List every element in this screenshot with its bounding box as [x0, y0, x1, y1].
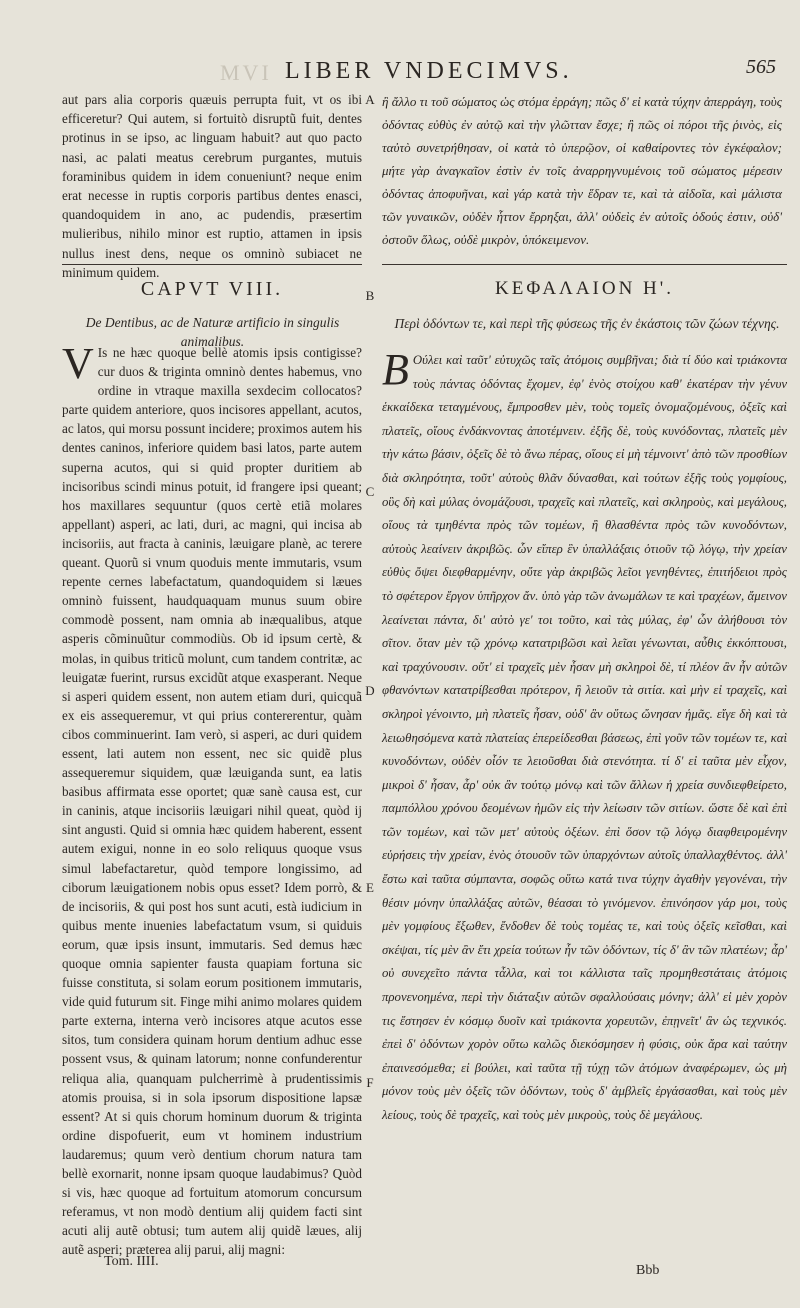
latin-dropcap: V	[62, 339, 94, 388]
latin-chapter-subtitle: De Dentibus, ac de Naturæ artificio in singulis animalibus.	[85, 315, 340, 349]
latin-body	[62, 339, 362, 1283]
right-divider-rule	[382, 264, 787, 265]
show-through-text: MVI	[220, 60, 272, 85]
left-divider-rule	[62, 264, 362, 265]
volume-footer: Tom. IIII.	[104, 1254, 159, 1269]
margin-letter-c: C	[365, 484, 375, 499]
greek-chapter-subtitle: Περὶ ὀδόντων τε, καὶ περὶ τῆς φύσεως τῆς ἐν ἑκάστοις τῶν ζώων τέχνης.	[394, 316, 780, 331]
greek-intro-paragraph: ἢ ἄλλο τι τοῦ σώματος ὡς στόμα ἐρράγη; πῶς δ' εἰ κατὰ τύχην ἀπερράγη, τοὺς ὀδόντας εὐθὺς ἐν αὐτῷ καὶ τὴν γλῶτταν ἔσχε; ἢ πῶς οἱ πόροι τῆς ῥινὸς, εἰς ταὐτὸ συνετρήθησαν, οἱ κατὰ τὸ ὑπερῷον, οἱ καθαίροντες τὸν ἐγκέφαλον; μήτε γὰρ ἀναγκαῖον ἐστὶν ἐν τοῖς ἀναρρηγνυμένοις τοῦ σώματος μέρεσιν ὀδόντας ἀποφυῆναι, καὶ γάρ κατὰ τὴν ἕδραν τε, καὶ τὰ αἰδοῖα, καὶ μάλιστα τῶν γυναικῶν, οὐδὲν ἧττον ἔρρηξαι, ἀλλ' οὐδεὶς ἐν αὐτοῖς ὀδούς ἐστιν, οὐδ' ὀστοῦν ὅλως, οὐδὲ μικρὸν, ὑπόκειμενον.	[382, 94, 782, 247]
greek-column-intro	[382, 90, 782, 258]
greek-body	[382, 345, 787, 1269]
greek-dropcap: Β	[382, 345, 409, 394]
latin-intro-paragraph: aut pars alia corporis quæuis perrupta fuit, vt os ibi efficeretur? Qui autem, si fortuitò disruptũ fuit, dentes protinus in se ipso, ac linguam habuit? aut quo pacto nasi, ac palati meatus cerebrum purgantes, mutuis foraminibus quidem in idem conueniunt? neque enim erat necesse in ruptis corporis partibus dentes enasci, quandoquidem in ano, ac pudendis, præsertim mulieribus, nihilo minor est ruptio, attamen in ipsis nullus inest dens, neque os omninò subiacet ne minimum quidem.	[62, 92, 362, 280]
running-title: LIBER VNDECIMVS.	[285, 58, 573, 84]
latin-column-intro	[62, 90, 362, 280]
page-number: 565	[746, 56, 776, 78]
margin-letter-e: E	[366, 880, 374, 895]
margin-letter-d: D	[365, 683, 375, 698]
latin-chapter-title: CAPVT VIII.	[140, 278, 284, 300]
running-header	[220, 56, 780, 86]
margin-letter-a: A	[365, 92, 375, 107]
latin-body-text: Is ne hæc quoque bellè atomis ipsis contigisse? cur duos & triginta omninò dentes habemus, vno ordine in vtraque maxilla sexdecim collocatos? parte quidem anteriore, quos incisores appellant, acutos, ac latos, qui morsu possunt incidere; proximos autem his dentes caninos, inferiore quidem basi latos, parte autem superna acutos, qui si quid propter duritiem ab incisoribus scindi minus potuit, id frangere ipsi queant; hos maxillares sequuntur (quos certè etiã molares appellant) asperi, ac lati, duri, ac magni, qui incisa ab incisoriis, aut fracta à caninis, læuigare planè, ac terere queant. Quorũ si vnum quoduis mente immutaris, vsum repente cernes labefactatum, quandoquidem si læues omninò fuissent, haudquaquam munus suum obire commodè possent, nam omnia ab inæqualibus, atque asperis cõminuũtur commodiùs. Ob id ipsum certè, & molas, in quibus triticũ molunt, cum tandem contritæ, ac leuigatæ fuerint, rursus excidũt atque exasperant. Neque si asperi quidem essent, non autem etiam duri, quicquã ex eis assequeremur, vt qui prius contererentur, quàm cibos comminuerint. Iam verò, si asperi, ac duri quidem essent, lati autem non essent, nec sic quidẽ plus assequeremur siquidem, quæ læuiganda sunt, ea latis basibus affirmata esse oportet; quæ sanè causa est, cur in caninis, atque incisoriis læuigari nihil queat, quòd ij sint angusti. Quid si omnia hæc quidem haberent, essent autem exigui, nonne in eo solo reliquus quoque vsus simul labefactaretur, quòd tempore longissimo, ad ciborum læuigationem nobis opus esset? Idem porrò, & de incisoriis, & qui post hos sunt acuti, està iudicium in quibus mente inuenies labefactatum vsum, si quiduis eorum, quæ ipsis insunt, immutaris. Sed demus hæc quoque omnia sapienter fausta quapiam fortuna sic fuisse constituta, si solam eorum positionem immutaris, vide quid futurum sit. Finge mihi animo molares quidem parte externa, interna verò incisores atque acutos esse sitos, tum considera quinam horum dentium adhuc esse possent vsus, & quinam latorum; nonne confunderentur reliqua alia, quanquam pulcherrimè à prudentissimis atomis prouisa, si in sola ipsorum dispositione lapsæ essent? At si quis chorum hominum duorum & triginta ordine dispofuerit, eum vt hominem industrium laudaremus; quum verò dentium chorum natura tam bellè exornarit, nonne ipsam quoque laudabimus? Quòd si vis, hæc quoque ad fortuitum atomorum concursum referamus, vt non modò dentium alij quidem facti sint acuti alij autẽ obtusi; tum autem alij quidẽ læues, alij autẽ asperi; præterea alij parui, alij magni:	[62, 345, 362, 1258]
signature-mark: Bbb	[636, 1263, 660, 1278]
margin-letter-f: F	[366, 1075, 374, 1090]
margin-letter-b: B	[365, 288, 375, 303]
greek-body-text: Ούλει καὶ ταῦτ' εὐτυχῶς ταῖς ἀτόμοις συμβῆναι; διὰ τί δύο καὶ τριάκοντα τοὺς πάντας ὀδόντας ἔχομεν, ἐφ' ἑνὸς στοίχου καθ' ἑκατέραν τὴν γένυν ἑκκαίδεκα τεταγμένους, ἔμπροσθεν μὲν, τοὺς τομεῖς ὀνομαζομένους, ὀξεῖς καὶ πλατεῖς, οἵους ἐνδάκνοντας ἀποτέμνειν. ἐξῆς δὲ, τοὺς κυνόδοντας, πλατεῖς μὲν τὴν κάτω βάσιν, ὀξεῖς δὲ τὸ ἄνω πέρας, οἵους εἰ μὴ τέμνοιντ' ἀπὸ τῶν προσθίων διὰ σκληρότητα, τοῦτ' αὐτοὺς θλᾶν δύνασθαι, καὶ τούτων ἐξῆς τοὺς γομφίους, οὓς δὴ καὶ μύλας ὀνομάζουσι, τραχεῖς καὶ πλατεῖς, καὶ σκληροὺς, καὶ μεγάλους, οἵους τὰ τμηθέντα πρὸς τῶν τομέων, ἢ θλασθέντα πρὸς τῶν κυνοδόντων, αὐτοὺς λεαίνειν ἀκριβῶς. ὧν εἴπερ ἓν ὑπαλλάξαις ὁτιοῦν τῷ λόγῳ, τὴν χρείαν εὐθὺς ὄψει διεφθαρμένην, οὔτε γὰρ ἀκριβῶς λεῖοι γενηθέντες, ἐπιτήδειοι πρὸς τὸ σφέτερον ἔργον ὑπῆρχον ἄν. ὑπὸ γὰρ τῶν ἀνωμάλων τε καὶ τραχέων, ἄμεινον λεαίνεται πάντα, δι' αὐτὸ γε' τοι τοῦτο, καὶ τὰς μύλας, ἐφ' ὧν ἀλήθουσι τὸν σῖτον. ὅταν μὲν τῷ χρόνῳ κατατριβῶσι καὶ λεῖαι γένωνται, αὖθις ἐκκόπτουσι, καὶ τραχύνουσιν. οὔτ' εἰ τραχεῖς μὲν ἦσαν μὴ σκληροὶ δὲ, τί πλέον ἂν ἦν αὐτῶν φθανόντων κατατρίβεσθαι πρότερον, ἢ λειοῦν τὰ σιτία. καὶ μὴν εἰ τραχεῖς, καὶ σκληροὶ γένοιντο, μὴ πλατεῖς ἦσαν, οὐδ' ἂν οὕτως ὤνησαν ἡμᾶς. εἴγε δὴ καὶ τὰ λειωθησόμενα κατὰ πλατείας ἐπερείδεσθαι βάσεως, ἐπὶ γοῦν τῶν τομέων τε, καὶ κυνοδόντων, οὐδὲν οἷόν τε λειοῦσθαι διὰ στενότητα. τί δ' εἰ ταῦτα μὲν εἶχον, μικροὶ δ' ἦσαν, ἆρ' οὐκ ἂν τούτῳ μόνῳ καὶ τῶν ἄλλων ἡ χρεία συνδιεφθείρετο, παμπόλλου χρόνου δεομένων ἡμῶν εἰς τὴν λείωσιν τῶν σιτίων. ὥστε δὲ καὶ ἐπὶ τῶν τομέων, καὶ τῶν μετ' αὐτοὺς ὀξέων. ἐπὶ ὅσον τῷ λόγῳ διαφθειρομένην εὑρήσεις τὴν χρείαν, ἑνὸς ὁτουοῦν τῶν ὑπαρχόντων αὐτοῖς ὑπαλλαχθέντος. ἀλλ' ἔστω καὶ ταῦτα σύμπαντα, σοφῶς οὕτω κατά τινα τύχην ἀγαθὴν γεγονέναι, τὴν θέσιν μόνην ὑπαλλάξας αὐτῶν, θέασαι τὸ γινόμενον. ἐπινόησον γάρ μοι, τοὺς μὲν γομφίους ἔξωθεν, ἔνδοθεν δὲ τοὺς τομέας τε, καὶ τοὺς ὀξεῖς κεῖσθαι, καὶ σκέψαι, τίς μὲν ἂν ἔτι χρεία τούτων ἦν τῶν ὀδόντων, τίς δ' ἂν τῶν πλατέων; ἆρ' οὐ συνεχεῖτο πάντα τἆλλα, καὶ τοι κάλλιστα ταῖς προμηθεστάταις ἀτόμοις προνενοημένα, περὶ τὴν διάταξιν αὐτῶν σφαλλούσαις μόνην; ἀλλ' εἰ μὲν χορὸν τις ἔστησεν ἐν κόσμῳ δυοῖν καὶ τριάκοντα χορευτῶν, ἐπῃνεῖτ' ἂν ὡς τεχνικός. ἐπεὶ δ' ὀδόντων χορὸν οὕτω καλῶς διεκόσμησεν ἡ φύσις, οὐκ ἄρα καὶ ταύτην ἐπαινεσόμεθα; εἰ βούλει, καὶ ταῦτα τῇ τύχῃ τῶν ἀτόμων ἀναφέρωμεν, ὡς μὴ μόνον τοὺς μὲν ὀξεῖς τῶν ὀδόντων, τοὺς δ' ἀμβλεῖς ἐργάσασθαι, καὶ τοὺς μὲν λείους, τοὺς δὲ τραχεῖς, καὶ τοὺς μὲν μικροὺς, τοὺς δὲ μεγάλους.	[382, 353, 787, 1122]
greek-chapter-title: ΚΕΦΑΛΑΙΟΝ Η'.	[495, 278, 674, 299]
